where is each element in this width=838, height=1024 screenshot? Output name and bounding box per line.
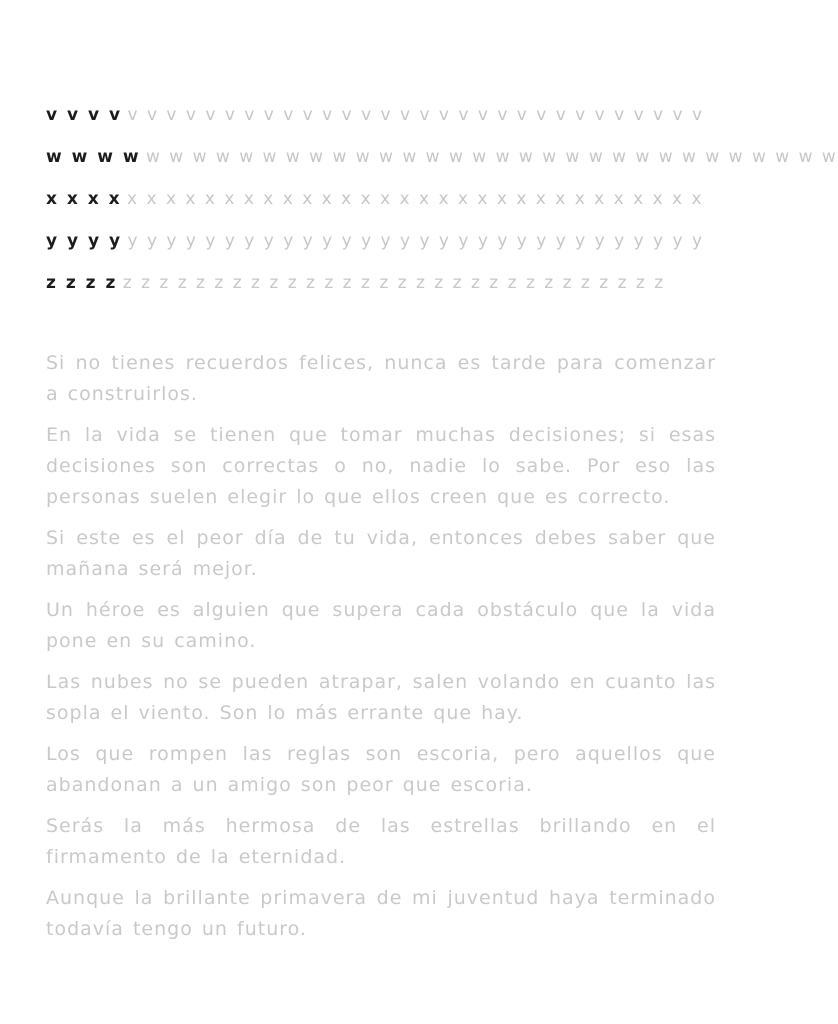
letter-row-y — [46, 229, 718, 271]
letter-example: x x x x — [46, 189, 122, 209]
letter-practice-rows — [46, 103, 838, 313]
letter-example: w w w w — [46, 147, 141, 167]
letter-tracing: x x x x x x x x x x x x x x x x x x x x x x x x x x x x x x — [127, 189, 704, 209]
letter-tracing: z z z z z z z z z z z z z z z z z z z z z z z z z z z z z z — [122, 273, 666, 293]
letter-tracing: v v v v v v v v v v v v v v v v v v v v v v v v v v v v v v — [127, 105, 705, 125]
phrase-4: Un héroe es alguien que supera cada obstáculo que la vida pone en su camino. — [46, 599, 716, 652]
letter-row-v — [46, 103, 718, 145]
letter-row-w — [46, 145, 838, 187]
phrase-8: Aunque la brillante primavera de mi juventud haya terminado todavía tengo un futuro. — [46, 887, 716, 940]
phrase-6: Los que rompen las reglas son escoria, pero aquellos que abandonan a un amigo son peor que escoria. — [46, 743, 716, 796]
phrase-3: Si este es el peor día de tu vida, entonces debes saber que mañana será mejor. — [46, 527, 716, 580]
phrase-1: Si no tienes recuerdos felices, nunca es tarde para comenzar a construirlos. — [46, 352, 716, 405]
letter-example: v v v v — [46, 105, 123, 125]
phrase-2: En la vida se tienen que tomar muchas decisiones; si esas decisiones son correctas o no, nadie lo sabe. Por eso las personas suelen elegir lo que ellos creen que es correcto. — [46, 424, 716, 508]
letter-row-x — [46, 187, 718, 229]
letter-example: y y y y — [46, 231, 123, 251]
letter-tracing: y y y y y y y y y y y y y y y y y y y y y y y y y y y y y y — [127, 231, 705, 251]
tracing-phrases — [46, 348, 716, 955]
letter-tracing: w w w w w w w w w w w w w w w w w w w w w w w w w w w w w w — [145, 147, 838, 167]
letter-row-z — [46, 271, 718, 313]
phrase-5: Las nubes no se pueden atrapar, salen volando en cuanto las sopla el viento. Son lo más errante que hay. — [46, 671, 716, 724]
phrase-7: Serás la más hermosa de las estrellas brillando en el firmamento de la eternidad. — [46, 815, 716, 868]
letter-example: z z z z — [46, 273, 118, 293]
